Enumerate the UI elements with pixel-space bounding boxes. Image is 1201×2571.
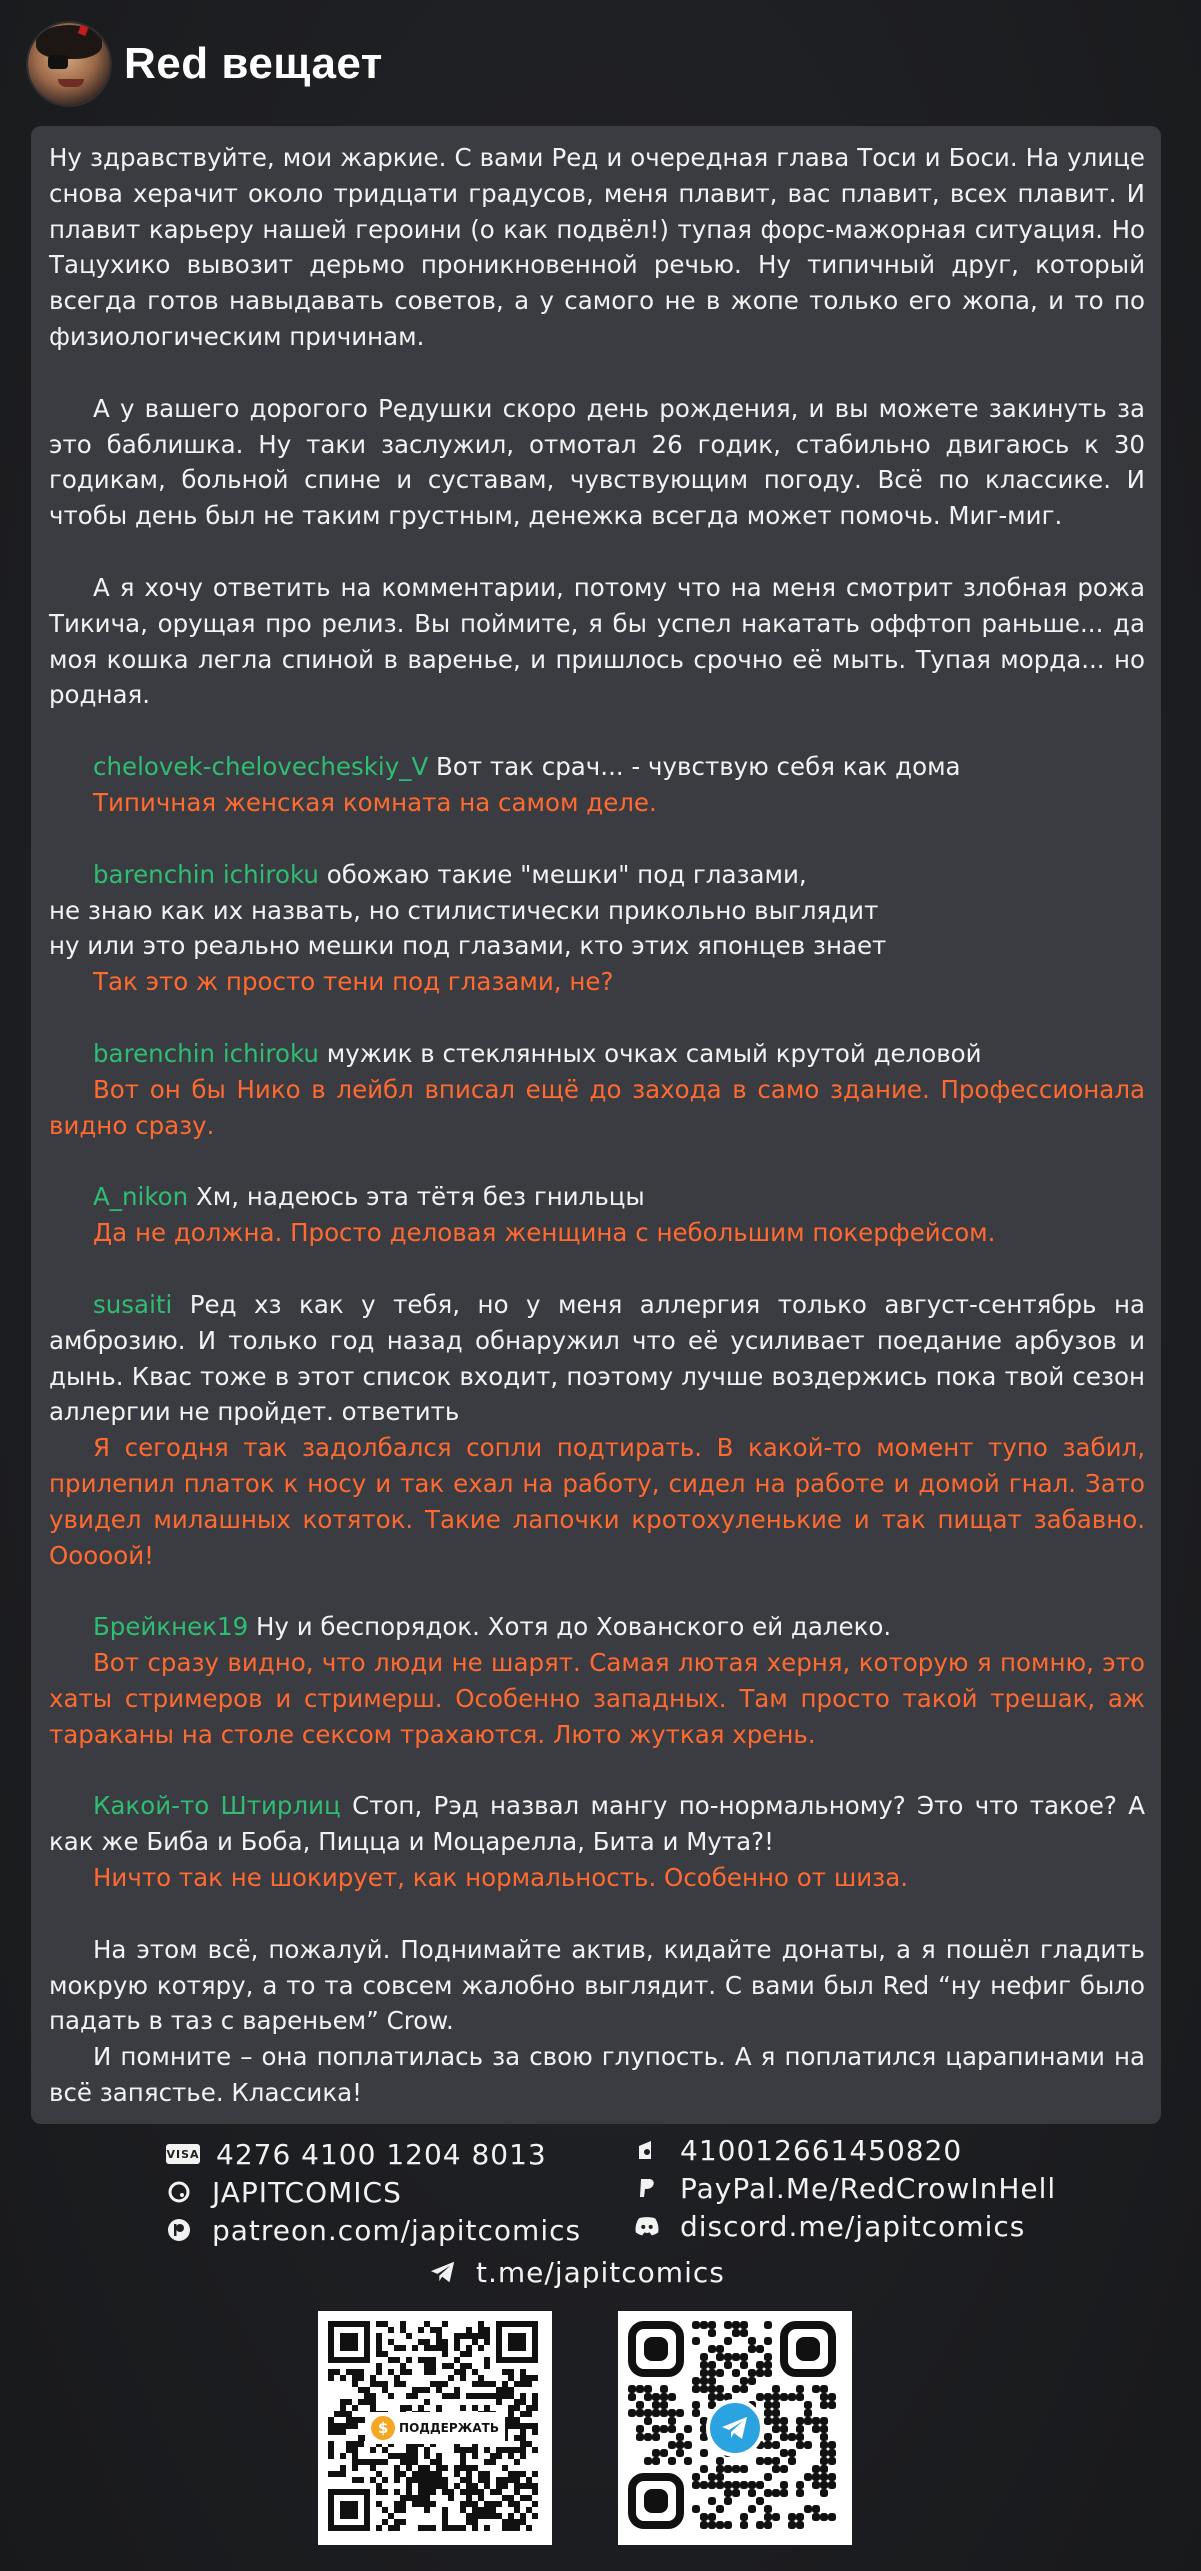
reply-text: Вот он бы Нико в лейбл вписал ещё до захода в само здание. Профессионала видно сразу. — [49, 1074, 1145, 1140]
patreon-link[interactable]: patreon.com/japitcomics — [166, 2211, 581, 2249]
post-paragraph: На этом всё, пожалуй. Поднимайте актив, кидайте донаты, а я пошёл гладить мокрую котяру, а то та совсем жалобно выглядит. С вами был Red “ну нефиг было падать в таз с вареньем” Crow. — [49, 1934, 1145, 2036]
comment-block — [49, 1788, 1145, 1895]
donate-badge: $ ПОДДЕРЖАТЬ — [365, 2412, 505, 2444]
comment-author[interactable]: barenchin ichiroku — [93, 859, 319, 889]
yoomoney-link[interactable]: 410012661450820 — [634, 2131, 1056, 2169]
comment-text-line: ну или это реально мешки под глазами, кто этих японцев знает — [49, 931, 887, 961]
comment-block — [49, 1036, 1145, 1143]
comment-text-line: не знаю как их назвать, но стилистически прикольно выглядит — [49, 895, 879, 925]
post-paragraph: И помните – она поплатилась за свою глупость. А я поплатился царапинами на всё запястье. Классика! — [49, 2042, 1145, 2108]
reply-text: Так это ж просто тени под глазами, не? — [93, 967, 614, 997]
coin-icon: $ — [371, 2416, 395, 2440]
telegram-qr-code[interactable] — [618, 2311, 852, 2545]
comment-author[interactable]: barenchin ichiroku — [93, 1038, 319, 1068]
telegram-icon — [430, 2259, 456, 2285]
comment-text: barenchin ichiroku мужик в стеклянных очках самый крутой деловой — [93, 1038, 982, 1068]
yoomoney-icon — [634, 2137, 660, 2163]
comment-author[interactable]: Брейкнек19 — [93, 1612, 249, 1642]
post-paragraph: А у вашего дорогого Редушки скоро день рождения, и вы можете закинуть за это баблишка. Ну таки заслужил, отмотал 26 годик, стабильно двигаюсь к 30 годикам, больной спине и суставам, чувствующим погоду. Всё по классике. И чтобы день был не таким грустным, денежка всегда может помочь. Миг-миг. — [49, 393, 1145, 531]
comment-author[interactable]: A_nikon — [93, 1182, 189, 1212]
comment-text: susaiti Ред хз как у тебя, но у меня аллергия только август-сентябрь на амброзию. И только год назад обнаружил что её усиливает поедание арбузов и дынь. Квас тоже в этот список входит, поэтому лучше воздержись пока твой сезон аллергии не пройдет. ответить — [49, 1289, 1145, 1427]
paypal-icon — [634, 2175, 660, 2201]
reply-text: Вот сразу видно, что люди не шарят. Самая лютая херня, которую я помню, это хаты стримеров и стримерш. Особенно западных. Там просто такой трешак, аж тараканы на столе сексом трахаются. Люто жуткая хрень. — [49, 1648, 1145, 1749]
comment-block — [49, 1179, 1145, 1251]
footer-links — [0, 2135, 1201, 2571]
post-card — [31, 126, 1161, 2124]
discord-icon — [634, 2213, 660, 2239]
links-left — [166, 2135, 581, 2249]
comment-block — [49, 857, 1145, 1000]
comment-block — [49, 1609, 1145, 1752]
patreon-icon — [166, 2217, 192, 2243]
reply-text: Типичная женская комната на самом деле. — [93, 787, 657, 817]
comment-author[interactable]: susaiti — [93, 1289, 173, 1319]
comment-block — [49, 1287, 1145, 1573]
post-paragraph: А я хочу ответить на комментарии, потому что на меня смотрит злобная рожа Тикича, орущая про релиз. Вы поймите, я бы успел накатать оффтоп раньше... да моя кошка легла спиной в варенье, и пришлось срочно её мыть. Тупая морда... но родная. — [49, 572, 1145, 710]
paypal-link[interactable]: PayPal.Me/RedCrowInHell — [634, 2169, 1056, 2207]
comment-author[interactable]: chelovek-chelovecheskiy_V — [93, 752, 429, 782]
comment-text: A_nikon Хм, надеюсь эта тётя без гнильцы — [93, 1182, 645, 1212]
comment-author[interactable]: Какой-то Штирлиц — [93, 1791, 341, 1821]
links-telegram — [430, 2253, 725, 2291]
links-right — [634, 2131, 1056, 2245]
visa-icon: VISA — [166, 2144, 200, 2164]
comment-text: Какой-то Штирлиц Стоп, Рэд назвал мангу по-нормальному? Это что такое? А как же Биба и Боба, Пицца и Моцарелла, Бита и Мута?! — [49, 1791, 1145, 1857]
post-paragraph: Ну здравствуйте, мои жаркие. С вами Ред и очередная глава Тоси и Боси. На улице снова херачит около тридцати градусов, меня плавит, вас плавит, всех плавит. И плавит карьеру нашей героини (о как подвёл!) тупая форс-мажорная ситуация. Но Тацухико вывозит дерьмо проникновенной речью. Ну типичный друг, который всегда готов навыдавать советов, а у самого не в жопе только его жопа, и то по физиологическим причинам. — [49, 143, 1145, 351]
reply-text: Я сегодня так задолбался сопли подтирать. В какой-то момент тупо забил, прилепил платок к носу и так ехал на работу, сидел на работе и домой гнал. Зато увидел милашных котяток. Такие лапочки кротохуленькие и так пищат забавно. Ооооой! — [49, 1433, 1145, 1570]
donate-qr-code[interactable] — [318, 2311, 552, 2545]
channel-title: Red вещает — [124, 39, 383, 88]
comment-block — [49, 749, 1145, 821]
comment-text: barenchin ichiroku обожаю такие "мешки" под глазами, — [93, 859, 807, 889]
visa-link[interactable] — [166, 2135, 581, 2173]
comment-text: chelovek-chelovecheskiy_V Вот так срач... - чувствую себя как дома — [93, 752, 961, 782]
reply-text: Да не должна. Просто деловая женщина с небольшим покерфейсом. — [93, 1218, 996, 1248]
qiwi-icon — [166, 2179, 192, 2205]
telegram-link[interactable]: t.me/japitcomics — [430, 2253, 725, 2291]
card-number[interactable]: 4276 4100 1204 8013 — [216, 2137, 547, 2171]
telegram-icon — [706, 2399, 764, 2457]
avatar[interactable] — [28, 23, 110, 105]
reply-text: Ничто так не шокирует, как нормальность. Особенно от шиза. — [93, 1863, 908, 1893]
qiwi-link[interactable]: JAPITCOMICS — [166, 2173, 581, 2211]
discord-link[interactable]: discord.me/japitcomics — [634, 2207, 1056, 2245]
comment-text: Брейкнек19 Ну и беспорядок. Хотя до Хованского ей далеко. — [93, 1612, 892, 1642]
header — [28, 20, 383, 108]
